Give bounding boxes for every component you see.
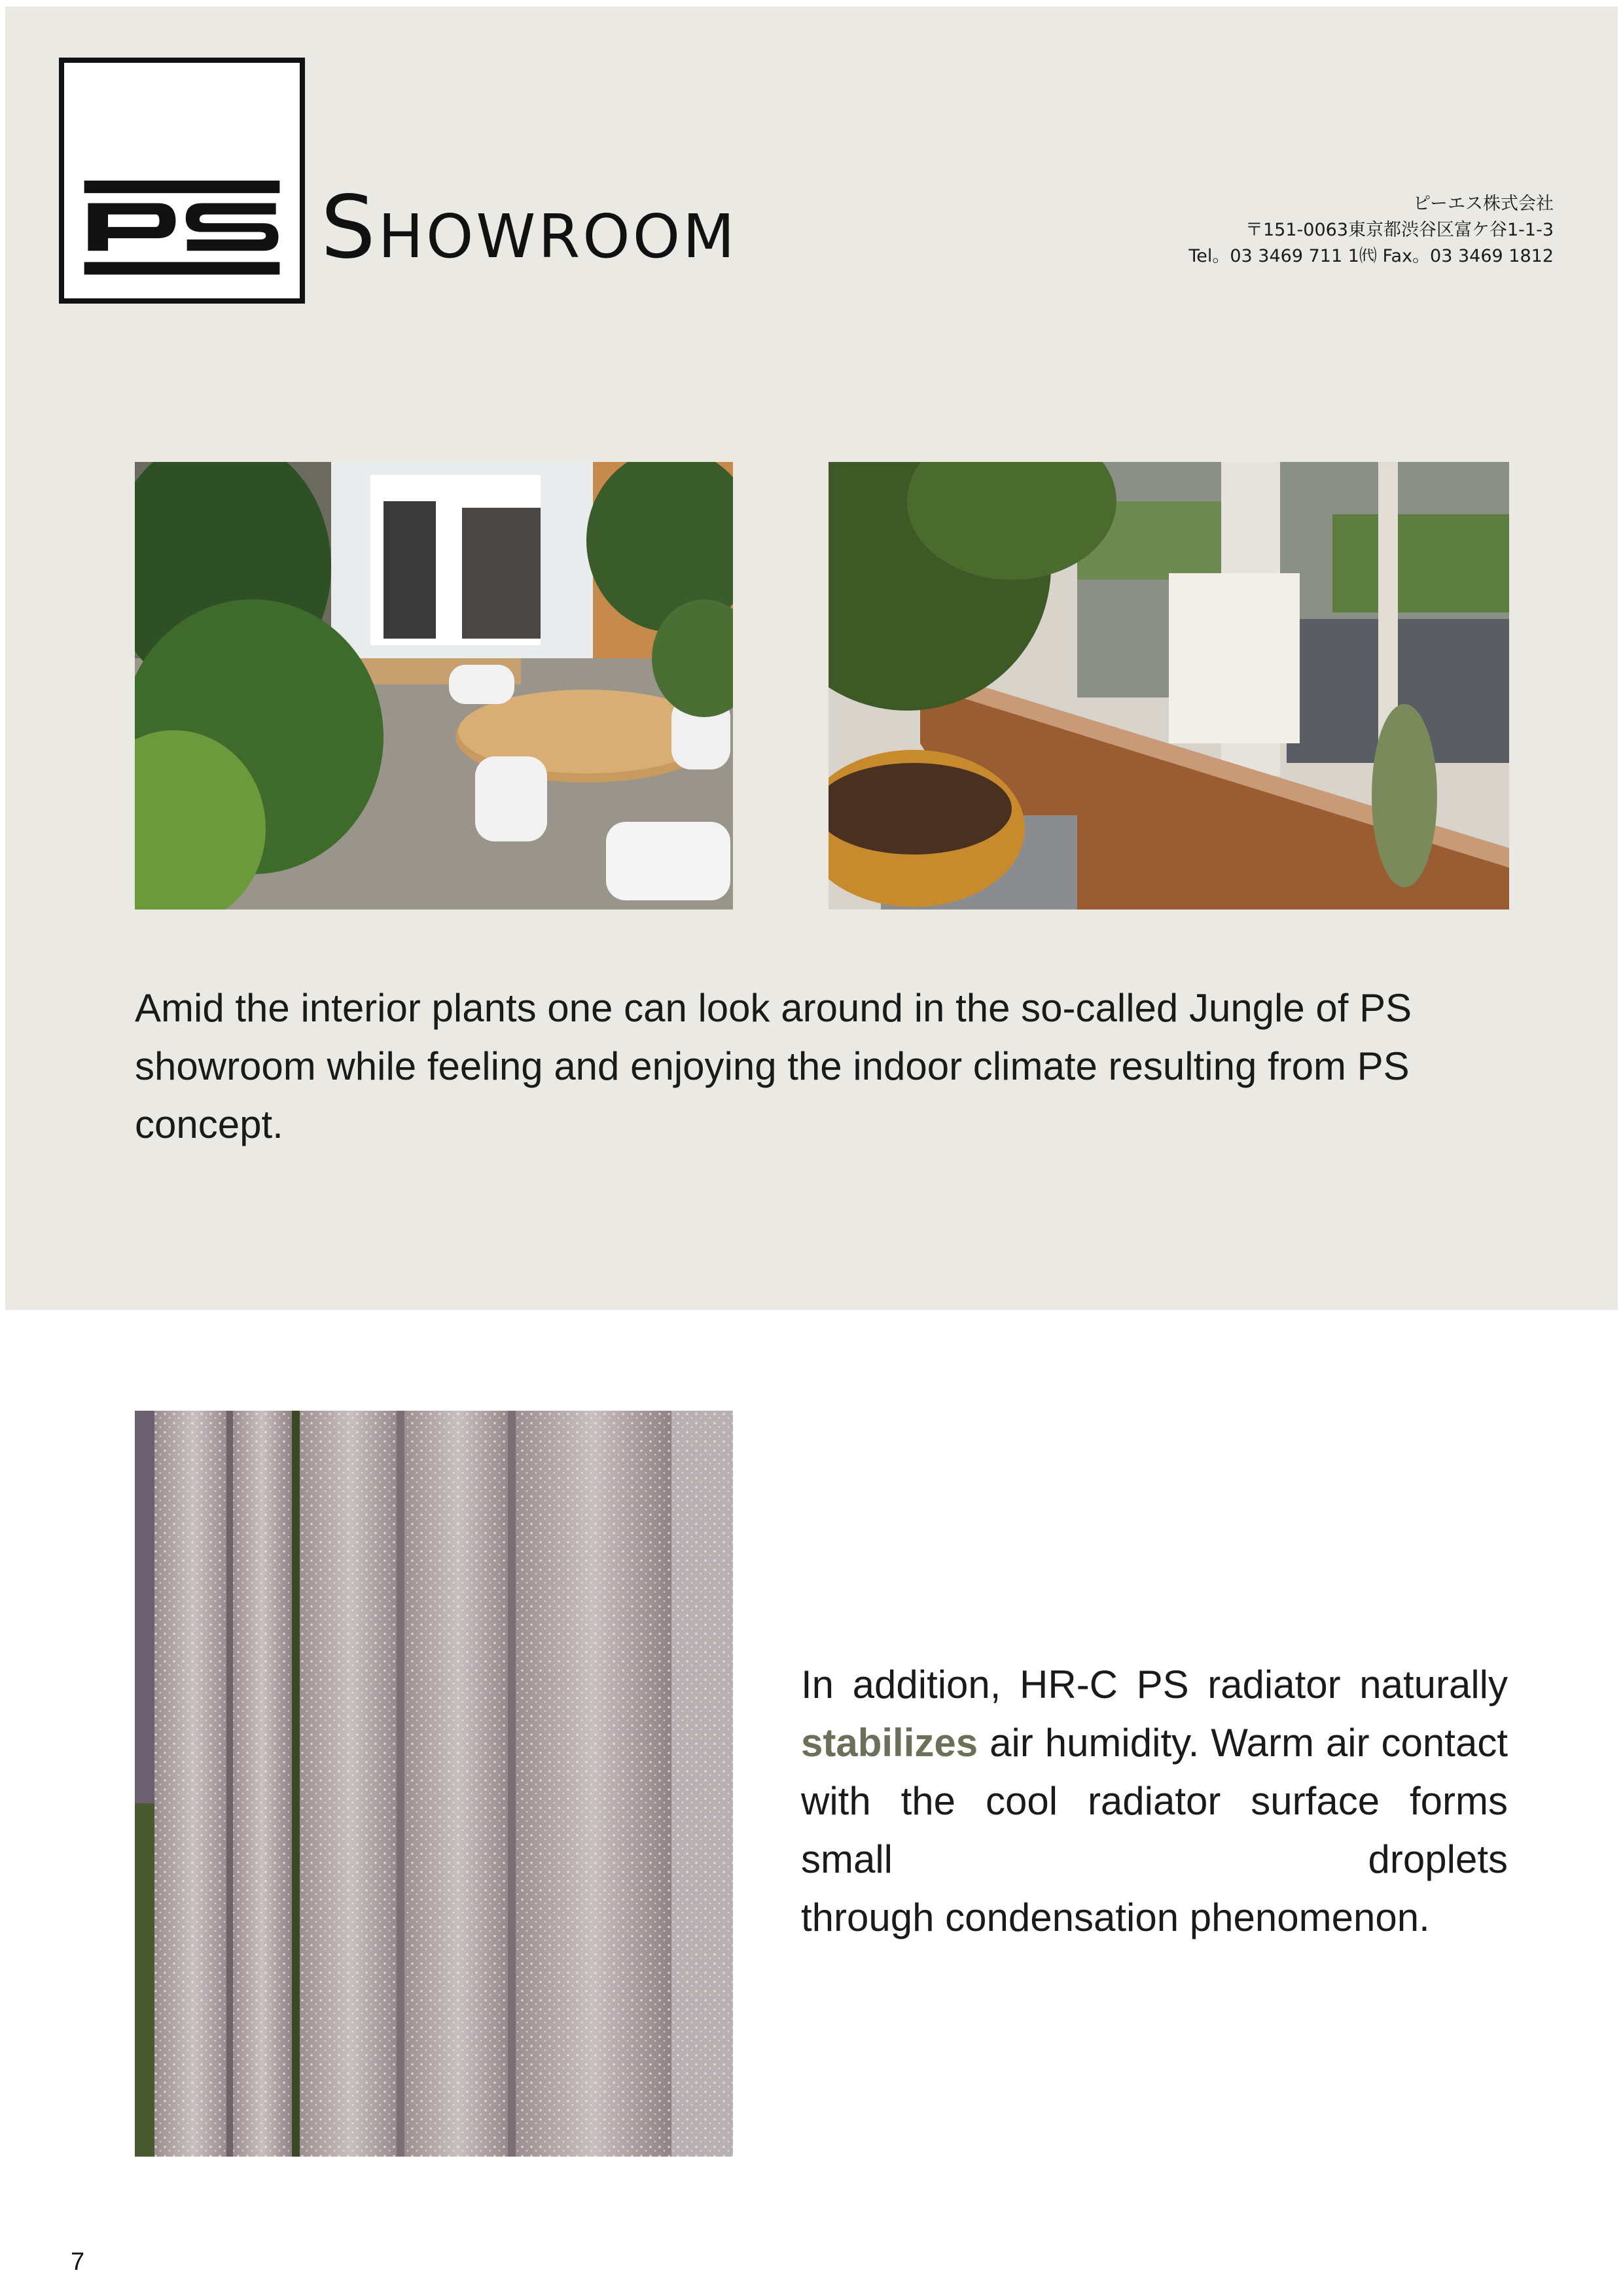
radiator-caption [801,1655,1508,1947]
company-contact: Tel。03 3469 711 1㈹ Fax。03 3469 1812 [1188,246,1554,266]
company-address: 〒151-0063東京都渋谷区富ケ谷1-1-3 [1245,220,1554,240]
company-name: ピーエス株式会社 [1413,194,1554,214]
ps-logo [59,58,305,304]
page-number: 7 [71,2248,85,2276]
radiator-condensation-photo [135,1411,733,2157]
radiator-caption-part1: In addition, HR-C PS radiator naturally [801,1663,1508,1706]
jungle-caption: Amid the interior plants one can look around in the so-called Jungle of PS showroom while feeling and enjoying the indoor climate resulting from PS concept. [135,986,1412,1146]
radiator-caption-part2: air humidity. Warm air contact with the cool radiator surface forms small droplets [801,1721,1508,1881]
planter-window-photo [829,462,1509,910]
page-title: Showroom [321,177,738,278]
radiator-caption-last: through condensation phenomenon. [801,1896,1430,1939]
radiator-caption-highlight: stabilizes [801,1721,978,1765]
company-info [1188,191,1554,270]
ps-logo-mark [64,63,300,298]
showroom-lounge-photo [135,462,733,910]
